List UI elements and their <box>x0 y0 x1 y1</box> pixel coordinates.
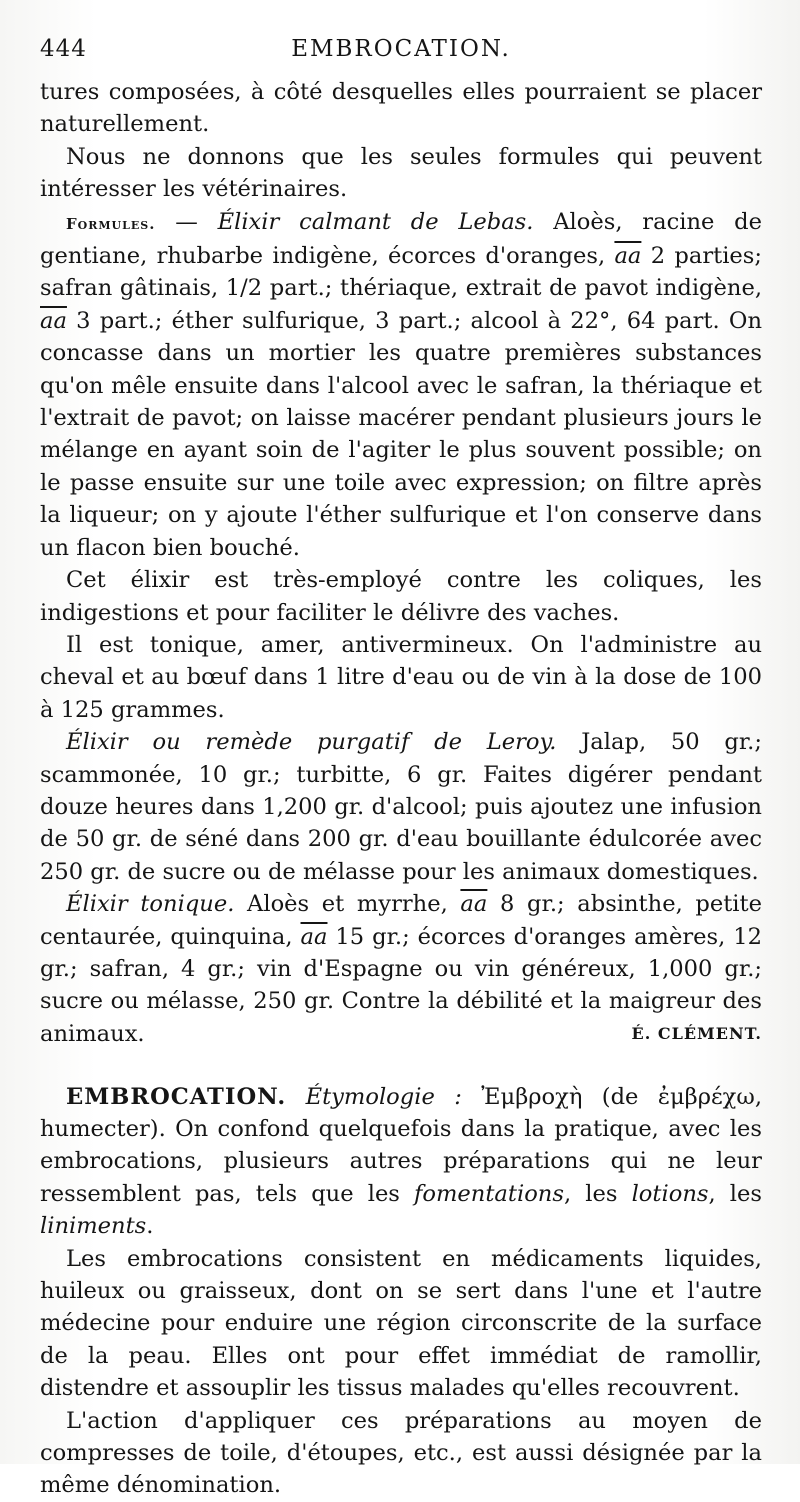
formula-title-leroy: Élixir ou remède purgatif de Leroy. <box>66 729 557 756</box>
entry-embrocation <box>40 1081 762 1243</box>
paragraph-usage: Cet élixir est très-employé contre les coliques, les indigestions et pour faciliter le délivre des vaches. <box>40 567 762 626</box>
paragraph-intro: Nous ne donnons que les seules formules qui peuvent intéresser les vétérinaires. <box>40 143 762 203</box>
entry-headword: EMBROCATION. <box>66 1083 287 1110</box>
page-body <box>40 76 762 1502</box>
formula-title-tonique: Élixir tonique. <box>66 891 235 918</box>
greek-word: Ἐμβροχὴ <box>461 1083 583 1110</box>
paragraph-continuation: tures composées, à côté desquelles elles pourraient se placer naturellement. <box>40 79 762 138</box>
text-run: . <box>146 1213 154 1240</box>
text-run: 15 gr.; écorces d'oranges amères, 12 gr.; safran, 4 gr.; vin d'Espagne ou vin généreux, 1,000 gr.; sucre ou mélasse, 250 gr. Contre la débilité et la maigreur des animaux. <box>40 923 762 1047</box>
etymology-label: Étymologie : <box>286 1083 462 1110</box>
text-run: Jalap, 50 gr.; scammonée, 10 gr.; turbitte, 6 gr. Faites digérer pendant douze heures dans 1,200 gr. d'alcool; puis ajoutez une infusion de 50 gr. de séné dans 200 gr. d'eau bouillante édulcorée avec 250 gr. de sucre ou de mélasse pour les animaux domestiques. <box>40 729 762 885</box>
formules-label: Formules. <box>66 214 156 233</box>
paragraph-dose: Il est tonique, amer, antivermineux. On l'administre au cheval et au bœuf dans 1 litre d'eau ou de vin à la dose de 100 à 125 grammes. <box>40 631 762 723</box>
text-run: 3 part.; éther sulfurique, 3 part.; alcool à 22°, 64 part. On concasse dans un mortier les quatre premières substances qu'on mêle ensuite dans l'alcool avec le safran, la thériaque et l'extrait de pavot; on laisse macérer pendant plusieurs jours le mélange en ayant soin de l'agiter le plus souvent possible; on le passe ensuite sur une toile avec expression; on filtre après la liqueur; on y ajoute l'éther sulfurique et l'on conserve dans un flacon bien bouché. <box>40 307 762 561</box>
text-run: 2 parties; safran gâtinais, 1/2 part.; thériaque, extrait de pavot indigène, <box>40 243 762 302</box>
paragraph-action: L'action d'appliquer ces préparations au moyen de compresses de toile, d'étoupes, etc., est aussi désignée par la même dénomination. <box>40 1407 762 1499</box>
running-head: EMBROCATION. <box>291 36 511 62</box>
greek-word: ἐμβρέχω <box>657 1083 755 1110</box>
paragraph-definition: Les embrocations consistent en médicaments liquides, huileux ou graisseux, dont on se sert dans l'une et l'autre médecine pour enduire une région circonscrite de la surface de la peau. Elles ont pour effet immédiat de ramollir, distendre et assouplir les tissus malades qu'elles recouvrent. <box>40 1245 762 1402</box>
text-run: , les <box>563 1180 632 1207</box>
text-run: , les <box>708 1180 762 1207</box>
ana-symbol: $\overline{aa}$ <box>300 923 328 950</box>
text-run: Aloès et myrrhe, <box>234 891 461 918</box>
text-run: Aloès, racine de gentiane, rhubarbe indigène, écorces d'oranges, <box>40 208 762 270</box>
term-liniments: liniments <box>40 1213 147 1240</box>
text-run: 8 gr.; absinthe, petite centaurée, quinquina, <box>40 891 762 950</box>
text-run: , humecter). On confond quelquefois dans la pratique, avec les embrocations, plusieurs autres préparations qui ne leur ressemblent pas, tels que les <box>40 1083 762 1207</box>
ana-symbol: $\overline{aa}$ <box>614 243 642 270</box>
author-signature: É. CLÉMENT. <box>631 1024 762 1044</box>
page-number: 444 <box>40 36 87 62</box>
formula-title-lebas: Élixir calmant de Lebas. <box>217 208 534 235</box>
page-header <box>40 30 762 76</box>
section-gap <box>40 1051 762 1081</box>
paragraph-formule-lebas <box>40 206 762 564</box>
ana-symbol: $\overline{aa}$ <box>460 891 488 918</box>
dash: — <box>155 208 218 235</box>
paragraph-formule-leroy <box>40 726 762 888</box>
ana-symbol: $\overline{aa}$ <box>40 307 67 334</box>
text-run: (de <box>582 1083 658 1110</box>
term-fomentations: fomentations <box>414 1180 564 1207</box>
term-lotions: lotions <box>631 1180 709 1207</box>
